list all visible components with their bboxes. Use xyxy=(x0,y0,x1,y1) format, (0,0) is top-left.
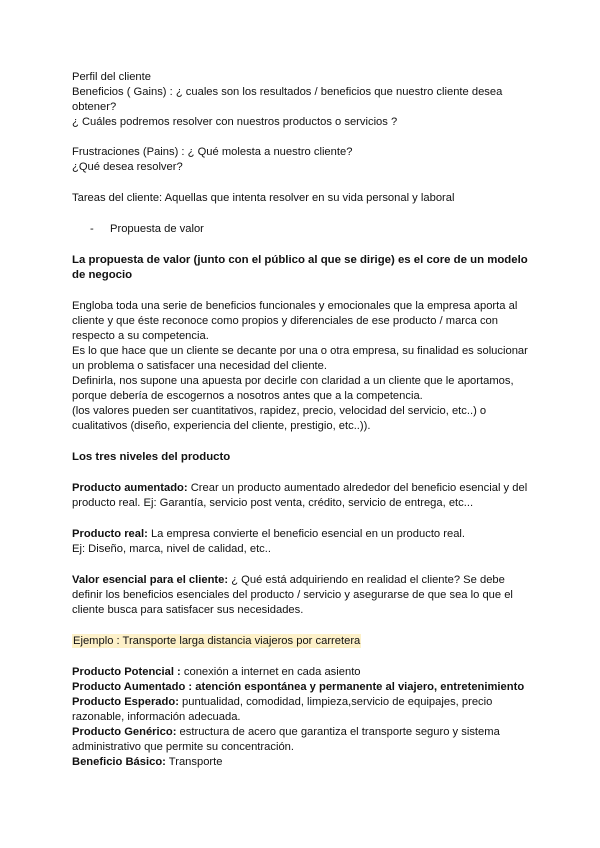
augmented-product-label: Producto aumentado: xyxy=(72,482,188,494)
levels-heading: Los tres niveles del producto xyxy=(72,451,231,463)
value-prop-paragraph-3: Definirla, nos supone una apuesta por decirle con claridad a un cliente que le aportamos, porque debería de escogernos a nosotros antes que a la competencia. xyxy=(72,375,514,402)
potential-product-label: Producto Potencial : xyxy=(72,666,181,678)
value-prop-paragraph-4: (los valores pueden ser cuantitativos, rapidez, precio, velocidad del servicio, etc..) o cualitativos (diseño, experiencia del cliente, prestigio, etc..)). xyxy=(72,405,487,432)
basic-benefit-label: Beneficio Básico: xyxy=(72,756,166,768)
value-prop-heading: La propuesta de valor (junto con el público al que se dirige) es el core de un modelo de negocio xyxy=(72,254,528,281)
generic-product-line xyxy=(72,725,532,755)
value-prop-paragraph-1: Engloba toda una serie de beneficios funcionales y emocionales que la empresa aporta al cliente y que éste reconoce como propios y diferenciales de ese producto / marca con respecto a su competencia. xyxy=(72,300,518,342)
basic-benefit-text: Transporte xyxy=(165,756,223,768)
resolve-question: ¿Qué desea resolver? xyxy=(72,161,183,173)
expected-product-label: Producto Esperado: xyxy=(72,696,179,708)
profile-title: Perfil del cliente xyxy=(72,71,151,83)
essential-value-label: Valor esencial para el cliente: xyxy=(72,574,229,586)
example-title-line xyxy=(72,634,532,649)
value-prop-paragraph-2: Es lo que hace que un cliente se decante por una o otra empresa, su finalidad es solucionar un problema o satisfacer una necesidad del cliente. xyxy=(72,345,528,372)
real-product-example: Ej: Diseño, marca, nivel de calidad, etc.. xyxy=(72,543,271,555)
real-product-label: Producto real: xyxy=(72,528,148,540)
basic-benefit-line xyxy=(72,755,532,770)
essential-value-text: ¿ Qué está adquiriendo en realidad el cliente? Se debe definir los beneficios esenciales del producto / servicio y asegurarse de que sea lo que el cliente busca para satisfacer sus necesidades. xyxy=(72,574,513,616)
products-question: ¿ Cuáles podremos resolver con nuestros productos o servicios ? xyxy=(72,116,398,128)
expected-product-text: puntualidad, comodidad, limpieza,servicio de equipajes, precio razonable, información adecuada. xyxy=(72,696,493,723)
potential-product-text: conexión a internet en cada asiento xyxy=(180,666,361,678)
augmented-product-paragraph xyxy=(72,481,532,511)
customer-tasks: Tareas del cliente: Aquellas que intenta resolver en su vida personal y laboral xyxy=(72,192,455,204)
bullet-item xyxy=(90,222,532,237)
augmented-product-text: Crear un producto aumentado alrededor del beneficio esencial y del producto real. Ej: Garantía, servicio post venta, crédito, servicio de entrega, etc... xyxy=(72,482,528,509)
generic-product-text: estructura de acero que garantiza el transporte seguro y sistema administrativo que permite su concentración. xyxy=(72,726,500,753)
document-page xyxy=(72,70,532,770)
bullet-marker: - xyxy=(90,223,94,235)
generic-product-label: Producto Genérico: xyxy=(72,726,177,738)
potential-product-line xyxy=(72,665,532,680)
expected-product-line xyxy=(72,695,532,725)
real-product-text: La empresa convierte el beneficio esencial en un producto real. xyxy=(147,528,466,540)
pains-question: Frustraciones (Pains) : ¿ Qué molesta a nuestro cliente? xyxy=(72,146,353,158)
gains-question: Beneficios ( Gains) : ¿ cuales son los resultados / beneficios que nuestro cliente desea obtener? xyxy=(72,86,503,113)
example-title: Ejemplo : Transporte larga distancia viajeros por carretera xyxy=(73,635,361,647)
augmented-example-text: atención espontánea y permanente al viajero, entretenimiento xyxy=(195,681,525,693)
essential-value-paragraph xyxy=(72,573,532,618)
augmented-example-line xyxy=(72,680,532,695)
augmented-example-label: Producto Aumentado : xyxy=(72,681,196,693)
bullet-text: Propuesta de valor xyxy=(110,223,204,235)
real-product-paragraph xyxy=(72,527,532,542)
